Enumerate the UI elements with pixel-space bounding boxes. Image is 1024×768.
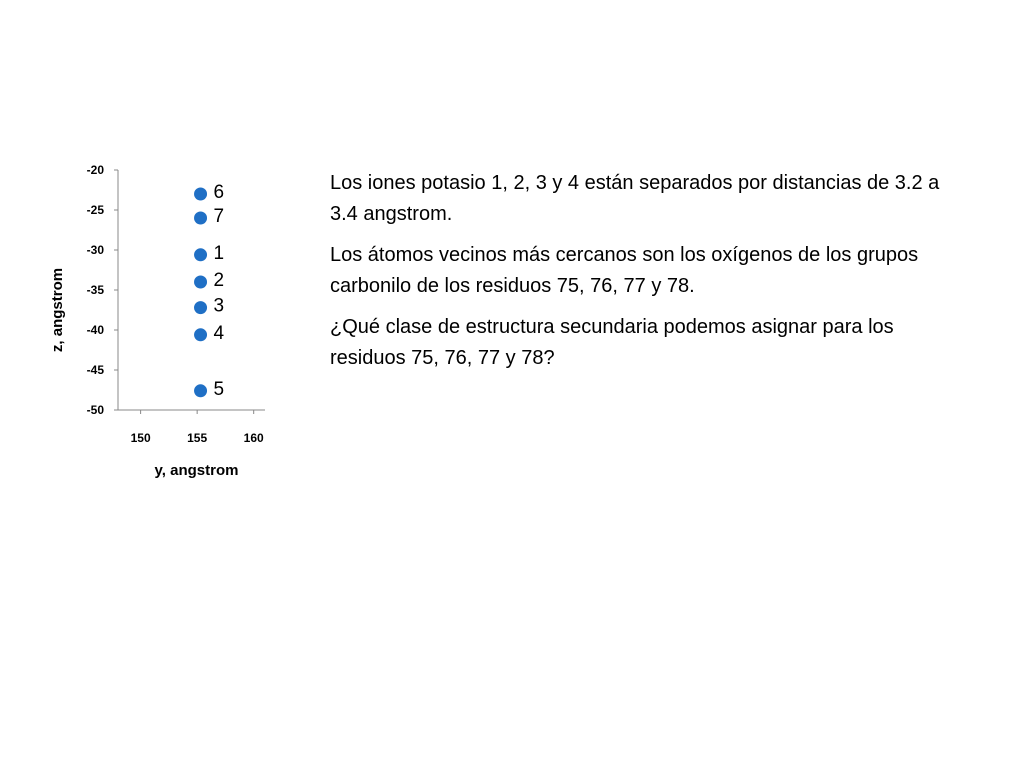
x-axis-title: y, angstrom <box>154 462 239 479</box>
data-point-label: 6 <box>213 182 225 203</box>
data-point-label: 7 <box>213 206 225 227</box>
data-point <box>194 384 207 397</box>
data-point-label: 3 <box>213 295 225 317</box>
data-point-group <box>194 182 225 400</box>
data-point <box>194 212 207 225</box>
y-tick-label: -40 <box>86 323 104 337</box>
y-tick-label: -20 <box>86 163 104 177</box>
y-axis-title: z, angstrom <box>49 267 66 353</box>
scatter-chart <box>40 150 280 490</box>
y-tick-label: -45 <box>86 363 104 377</box>
paragraph-nearest-atoms: Los átomos vecinos más cercanos son los oxígenos de los grupos carbonilo de los residuos 75, 76, 77 y 78. <box>330 244 919 297</box>
x-tick-label: 150 <box>130 431 151 445</box>
data-point <box>194 276 207 289</box>
y-tick-group <box>87 163 118 417</box>
y-tick-label: -30 <box>86 243 104 257</box>
x-tick-label: 160 <box>243 431 264 445</box>
data-point-label: 4 <box>213 322 225 344</box>
x-tick-group <box>131 410 264 445</box>
y-tick-label: -25 <box>86 203 104 217</box>
data-point <box>194 188 207 201</box>
paragraph-question: ¿Qué clase de estructura secundaria podemos asignar para los residuos 75, 76, 77 y 78? <box>330 316 894 369</box>
data-point-label: 1 <box>213 242 225 264</box>
data-point <box>194 301 207 314</box>
y-tick-label: -50 <box>86 403 104 417</box>
text-panel <box>330 168 970 384</box>
data-point-label: 5 <box>213 378 225 400</box>
data-point <box>194 248 207 261</box>
chart-svg <box>40 150 280 490</box>
y-tick-label: -35 <box>86 283 104 297</box>
x-tick-label: 155 <box>187 431 208 445</box>
paragraph-potassium-ions: Los iones potasio 1, 2, 3 y 4 están separados por distancias de 3.2 a 3.4 angstrom. <box>330 172 940 225</box>
data-point <box>194 328 207 341</box>
data-point-label: 2 <box>213 270 225 291</box>
